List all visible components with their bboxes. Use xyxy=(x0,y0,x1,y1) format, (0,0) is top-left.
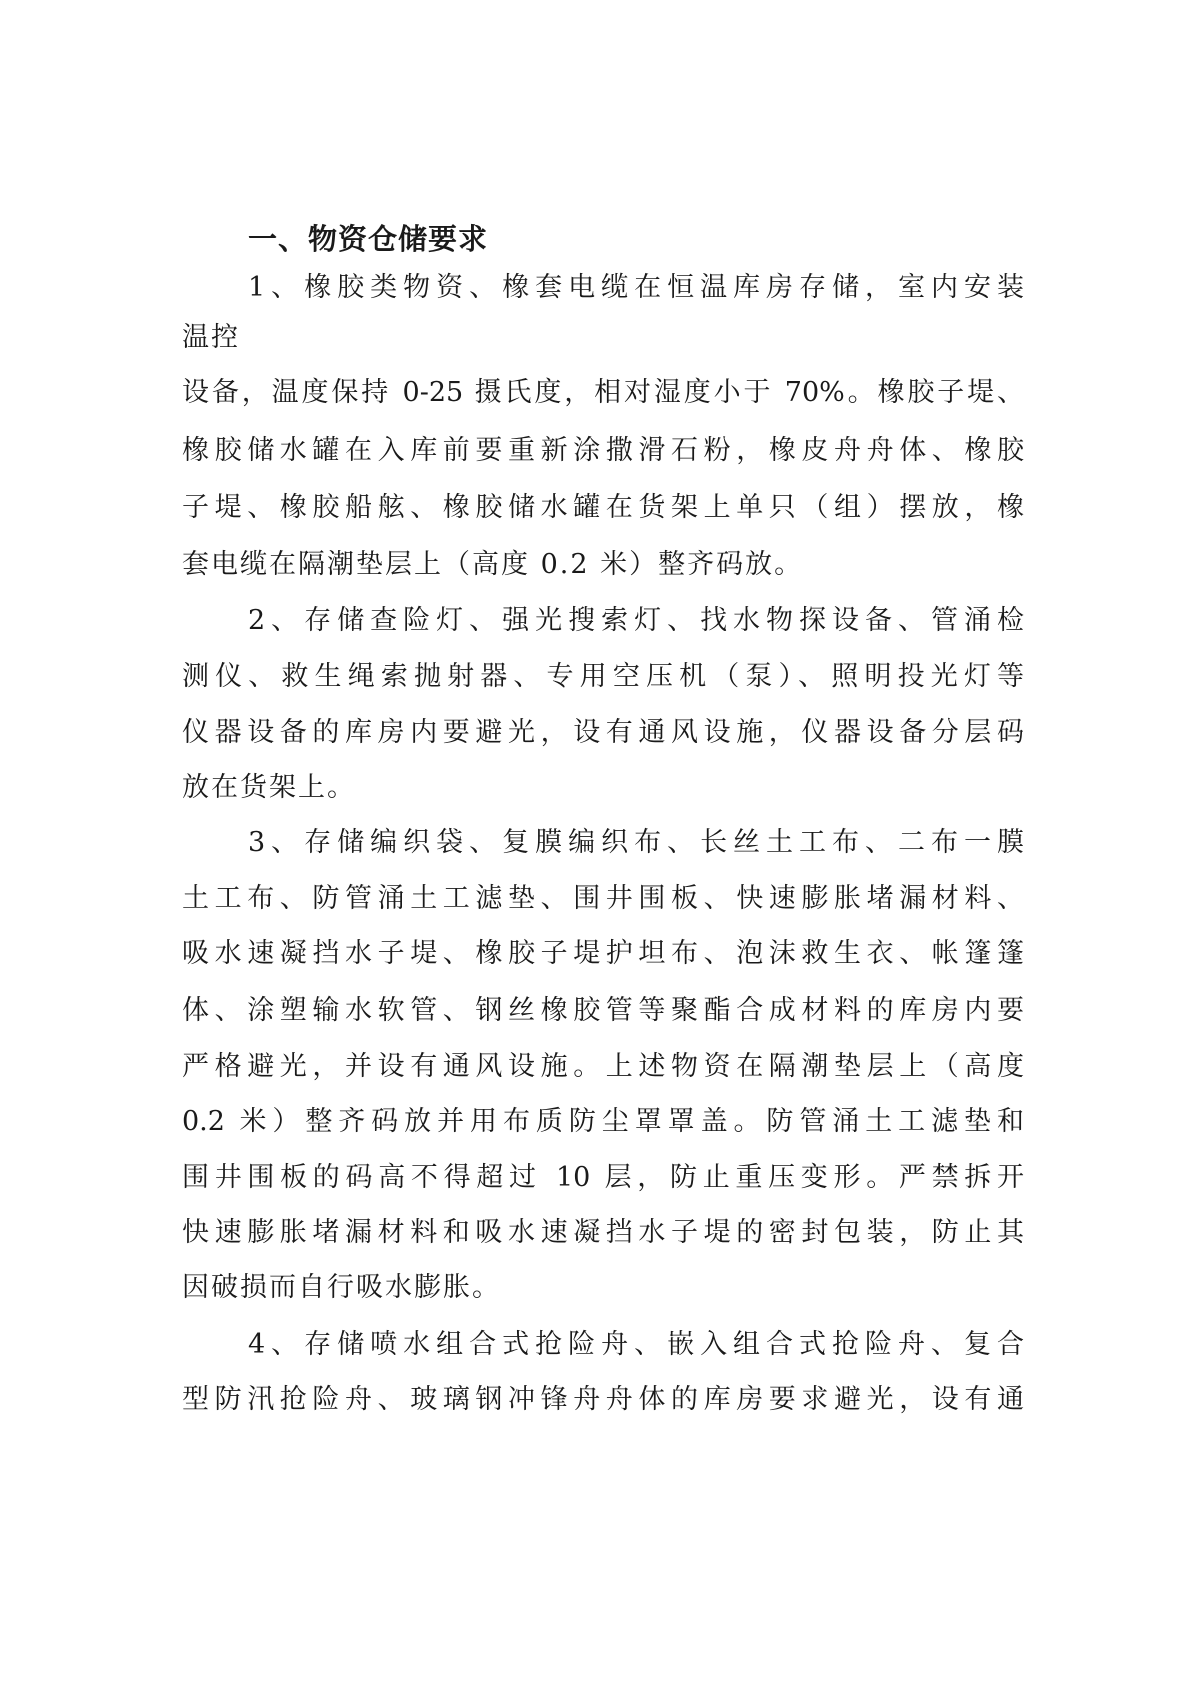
paragraph-line: 放在货架上。 xyxy=(182,772,356,803)
paragraph-line: 温控 xyxy=(182,322,240,353)
paragraph-line: 4、存储喷水组合式抢险舟、嵌入组合式抢险舟、复合 xyxy=(248,1329,1024,1360)
paragraph-line: 0.2 米）整齐码放并用布质防尘罩罩盖。防管涌土工滤垫和 xyxy=(182,1106,1024,1137)
paragraph-line: 仪器设备的库房内要避光，设有通风设施，仪器设备分层码 xyxy=(182,717,1024,748)
paragraph-line: 子堤、橡胶船舷、橡胶储水罐在货架上单只（组）摆放，橡 xyxy=(182,492,1024,523)
paragraph-line: 测仪、救生绳索抛射器、专用空压机（泵）、照明投光灯等 xyxy=(182,661,1024,692)
section-heading: 一、物资仓储要求 xyxy=(248,222,489,256)
paragraph-line: 1、橡胶类物资、橡套电缆在恒温库房存储，室内安装 xyxy=(248,272,1024,303)
paragraph-line: 套电缆在隔潮垫层上（高度 0.2 米）整齐码放。 xyxy=(182,549,804,580)
paragraph-line: 吸水速凝挡水子堤、橡胶子堤护坦布、泡沫救生衣、帐篷篷 xyxy=(182,938,1024,969)
paragraph-line: 3、存储编织袋、复膜编织布、长丝土工布、二布一膜 xyxy=(248,827,1024,858)
paragraph-line: 橡胶储水罐在入库前要重新涂撒滑石粉，橡皮舟舟体、橡胶 xyxy=(182,435,1024,466)
paragraph-line: 土工布、防管涌土工滤垫、围井围板、快速膨胀堵漏材料、 xyxy=(182,883,1024,914)
paragraph-line: 设备，温度保持 0-25 摄氏度，相对湿度小于 70%。橡胶子堤、 xyxy=(182,377,1024,408)
paragraph-line: 2、存储查险灯、强光搜索灯、找水物探设备、管涌检 xyxy=(248,605,1024,636)
paragraph-line: 严格避光，并设有通风设施。上述物资在隔潮垫层上（高度 xyxy=(182,1051,1024,1082)
paragraph-line: 型防汛抢险舟、玻璃钢冲锋舟舟体的库房要求避光，设有通 xyxy=(182,1384,1024,1415)
paragraph-line: 快速膨胀堵漏材料和吸水速凝挡水子堤的密封包装，防止其 xyxy=(182,1217,1024,1248)
paragraph-line: 因破损而自行吸水膨胀。 xyxy=(182,1272,501,1303)
paragraph-line: 体、涂塑输水软管、钢丝橡胶管等聚酯合成材料的库房内要 xyxy=(182,995,1024,1026)
paragraph-line: 围井围板的码高不得超过 10 层，防止重压变形。严禁拆开 xyxy=(182,1162,1024,1193)
